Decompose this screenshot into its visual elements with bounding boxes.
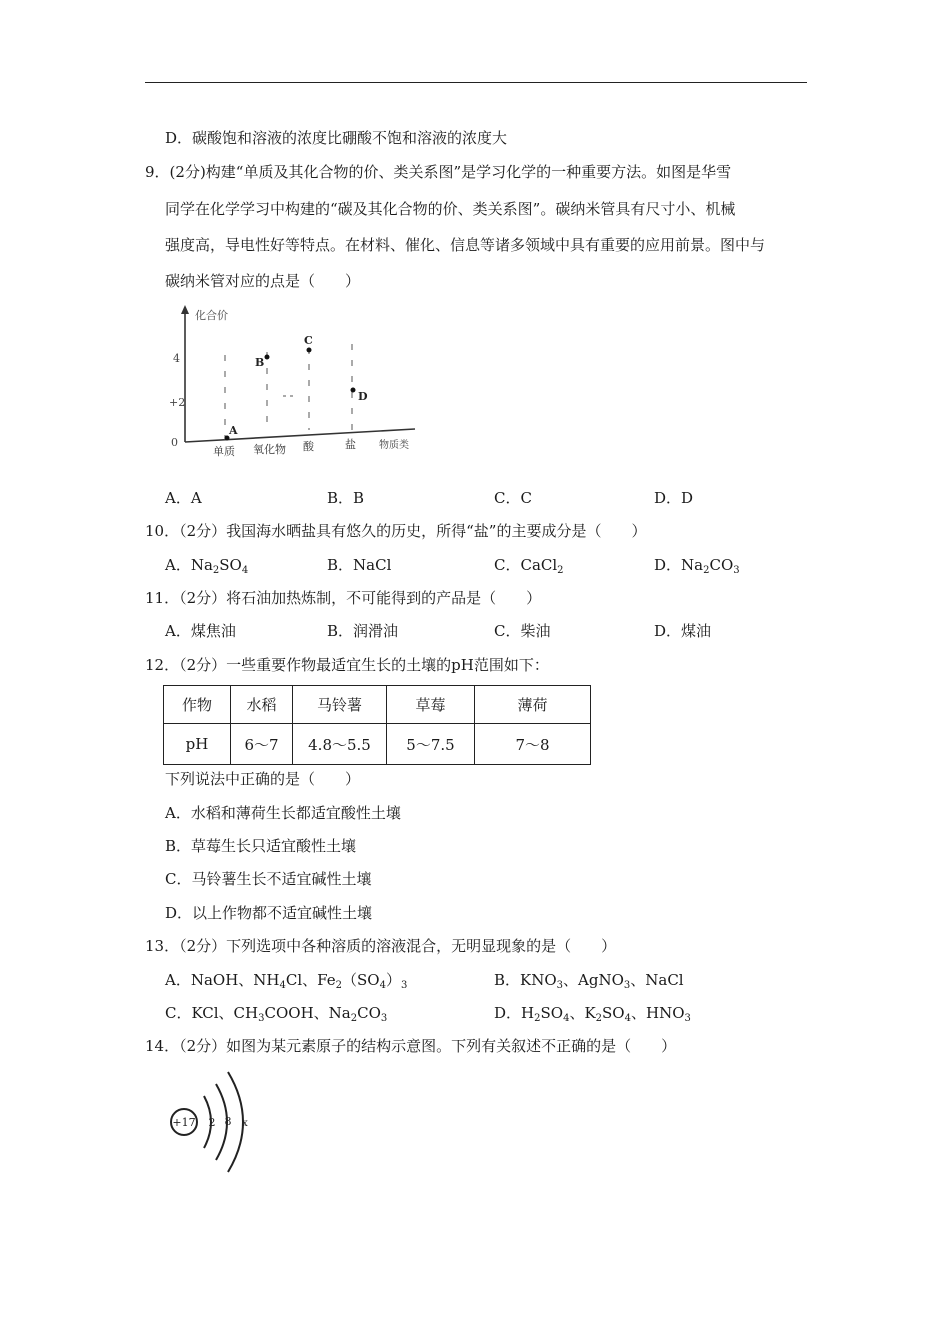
table-cell: 水稻	[231, 686, 293, 724]
q10-option-b[interactable]: B．NaCl	[327, 556, 392, 574]
table-cell: pH	[164, 724, 231, 765]
table-cell: 作物	[164, 686, 231, 724]
y-tick-0: 0	[171, 436, 178, 449]
table-row	[164, 686, 591, 724]
table-cell: 5～7.5	[387, 724, 475, 765]
table-row	[164, 724, 591, 765]
q12-option-a[interactable]: A．水稻和薄荷生长都适宜酸性土壤	[165, 804, 401, 822]
point-b	[265, 355, 270, 360]
table-cell: 6～7	[231, 724, 293, 765]
header-rule	[145, 82, 807, 83]
q9-option-a[interactable]: A．A	[165, 489, 202, 507]
q9-stem-line4: 碳纳米管对应的点是（ ）	[165, 272, 361, 290]
y-tick-4: 4	[173, 352, 180, 365]
cat-salt: 盐	[345, 438, 356, 451]
x-axis-label: 物质类	[379, 440, 409, 451]
q13-stem: 13．（2分）下列选项中各种溶质的溶液混合，无明显现象的是（ ）	[145, 937, 617, 955]
nucleus-charge: +17	[172, 1116, 196, 1129]
point-b-label: B	[255, 356, 265, 369]
q13-option-c[interactable]: C．KCl、$CH_3COOH$、$Na_2CO_3$	[165, 1004, 388, 1024]
point-a-label: A	[229, 424, 238, 437]
q11-stem: 11．（2分）将石油加热炼制，不可能得到的产品是（ ）	[145, 589, 542, 607]
q10-option-c[interactable]: C．CaCl$_2$	[494, 556, 564, 576]
q12-option-c[interactable]: C．马铃薯生长不适宜碱性土壤	[165, 870, 372, 888]
y-tick-2: +2	[169, 396, 186, 409]
q9-option-d[interactable]: D．D	[654, 489, 694, 507]
q11-option-a[interactable]: A．煤焦油	[165, 622, 236, 640]
atom-structure-diagram	[162, 1068, 262, 1178]
q11-option-b[interactable]: B．润滑油	[327, 622, 399, 640]
y-axis-label: 化合价	[195, 309, 228, 322]
q11-option-d[interactable]: D．煤油	[654, 622, 712, 640]
q13-option-a[interactable]: A．NaOH、$NH_4Cl$、$Fe_2(SO_4)_3$	[165, 971, 408, 991]
point-c-label: C	[304, 334, 313, 347]
point-c	[307, 348, 312, 353]
table-cell: 4.8～5.5	[293, 724, 387, 765]
point-d	[351, 388, 356, 393]
prev-option-d: D．碳酸饱和溶液的浓度比硼酸不饱和溶液的浓度大	[165, 129, 508, 147]
q13-option-d[interactable]: D．$H_2SO_4$、$K_2SO_4$、$HNO_3$	[494, 1004, 691, 1024]
q14-stem: 14．（2分）如图为某元素原子的结构示意图。下列有关叙述不正确的是（ ）	[145, 1037, 677, 1055]
q9-option-c[interactable]: C．C	[494, 489, 532, 507]
ph-table	[163, 685, 591, 765]
q10-stem: 10．（2分）我国海水晒盐具有悠久的历史，所得“盐”的主要成分是（ ）	[145, 522, 647, 540]
q9-stem-line2: 同学在化学学习中构建的“碳及其化合物的价、类关系图”。碳纳米管具有尺寸小、机械	[165, 200, 736, 218]
q12-stem: 12．（2分）一些重要作物最适宜生长的土壤的pH范围如下：	[145, 656, 549, 674]
q13-option-b[interactable]: B．$KNO_3$、AgNO$_3$、NaCl	[494, 971, 684, 991]
shell-2-count: 8	[224, 1115, 232, 1128]
q12-option-b[interactable]: B．草莓生长只适宜酸性土壤	[165, 837, 357, 855]
point-d-label: D	[358, 390, 368, 403]
q9-stem-line1: 9．(2分)构建“单质及其化合物的价、类关系图”是学习化学的一种重要方法。如图是华雪	[145, 163, 732, 181]
cat-acid: 酸	[303, 440, 314, 453]
q10-option-d[interactable]: D．$Na_2CO_3$	[654, 556, 740, 576]
shell-1-count: 2	[208, 1116, 216, 1129]
table-cell: 薄荷	[475, 686, 591, 724]
q9-option-b[interactable]: B．B	[327, 489, 365, 507]
valence-class-chart	[165, 300, 425, 465]
table-cell: 草莓	[387, 686, 475, 724]
q12-option-d[interactable]: D．以上作物都不适宜碱性土壤	[165, 904, 373, 922]
y-axis-arrow	[181, 305, 189, 314]
q10-option-a[interactable]: A．$Na_2SO_4$	[165, 556, 249, 576]
q11-option-c[interactable]: C．柴油	[494, 622, 551, 640]
cat-oxide: 氧化物	[253, 443, 286, 456]
q12-question: 下列说法中正确的是（ ）	[165, 770, 361, 788]
q9-stem-line3: 强度高，导电性好等特点。在材料、催化、信息等诸多领域中具有重要的应用前景。图中与	[165, 236, 766, 254]
cat-danzhi: 单质	[213, 445, 235, 458]
table-cell: 7～8	[475, 724, 591, 765]
shell-3-count: x	[242, 1118, 248, 1129]
table-cell: 马铃薯	[293, 686, 387, 724]
